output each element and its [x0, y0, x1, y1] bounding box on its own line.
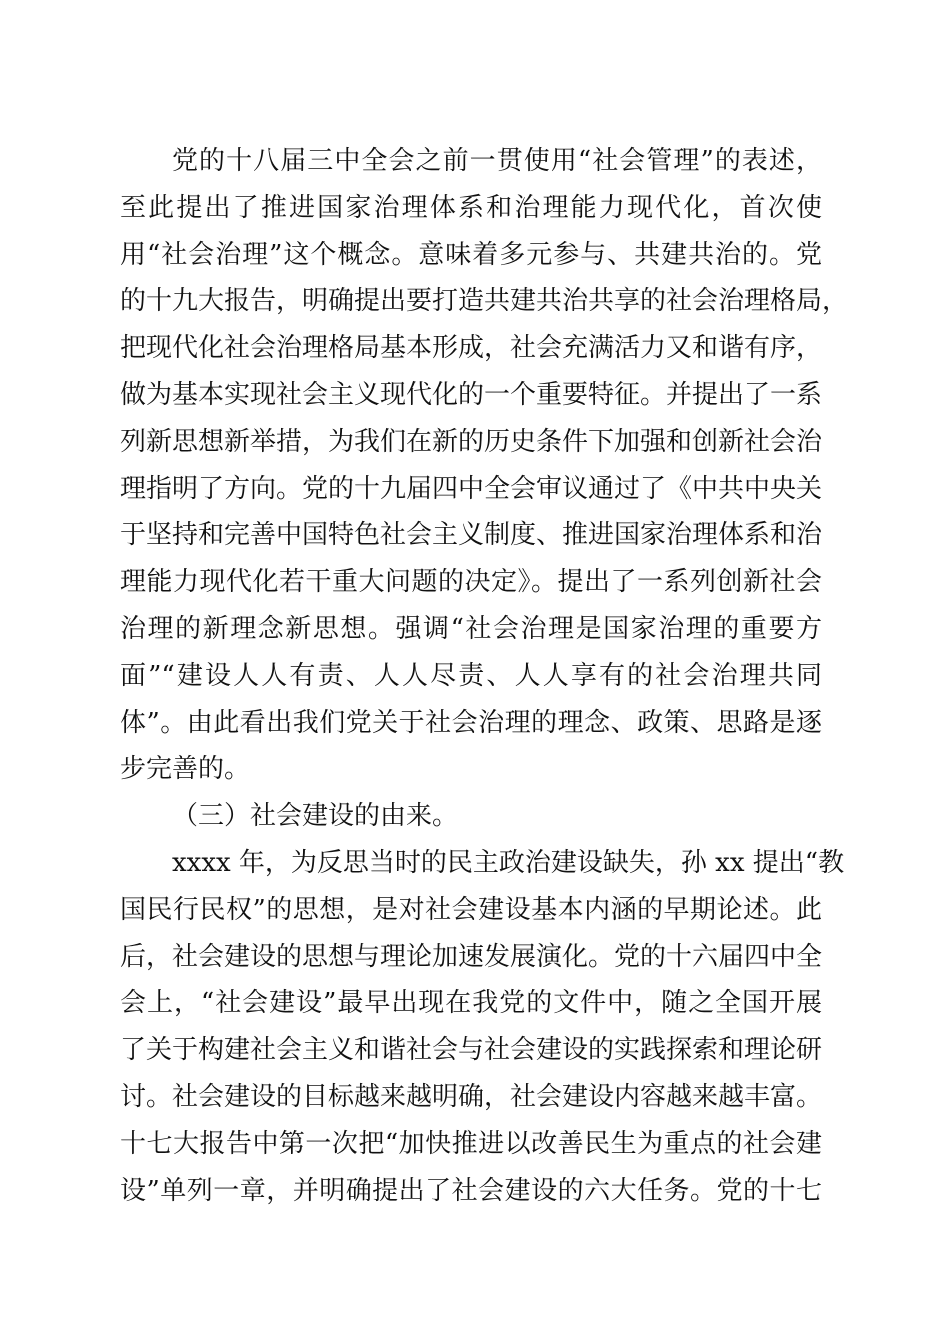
text-line: 把现代化社会治理格局基本形成，社会充满活力又和谐有序，: [120, 333, 823, 364]
text-line: 列新思想新举措，为我们在新的历史条件下加强和创新社会治: [120, 426, 823, 457]
text-line: 体”。由此看出我们党关于社会治理的理念、政策、思路是逐: [120, 707, 822, 738]
text-line: 用“社会治理”这个概念。意味着多元参与、共建共治的。党: [120, 239, 822, 270]
text-line: 会上，“社会建设”最早出现在我党的文件中，随之全国开展: [120, 988, 822, 1019]
section-heading: （三）社会建设的由来。: [172, 801, 459, 832]
text-line: 国民行民权”的思想，是对社会建设基本内涵的早期论述。此: [120, 894, 822, 925]
text-line: 讨。社会建设的目标越来越明确，社会建设内容越来越丰富。: [120, 1081, 823, 1112]
text-line: 党的十八届三中全会之前一贯使用“社会管理”的表述，: [172, 146, 822, 176]
paragraph-social-governance: [120, 138, 849, 793]
text-line: 理能力现代化若干重大问题的决定》。提出了一系列创新社会: [120, 567, 822, 598]
text-line: 后，社会建设的思想与理论加速发展演化。党的十六届四中全: [120, 941, 823, 972]
text-line: 做为基本实现社会主义现代化的一个重要特征。并提出了一系: [120, 379, 823, 410]
text-line: 面”“建设人人有责、人人尽责、人人享有的社会治理共同: [120, 660, 822, 691]
text-line: 理指明了方向。党的十九届四中全会审议通过了《中共中央关: [120, 473, 823, 504]
text-line: 了关于构建社会主义和谐社会与社会建设的实践探索和理论研: [120, 1035, 823, 1066]
text-line: 步完善的。: [120, 754, 251, 785]
text-line: 于坚持和完善中国特色社会主义制度、推进国家治理体系和治: [120, 520, 823, 551]
text-line: 十七大报告中第一次把“加快推进以改善民生为重点的社会建: [120, 1128, 822, 1159]
paragraph-social-construction: [120, 840, 845, 1214]
text-line: xxxx 年，为反思当时的民主政治建设缺失，孙 xx 提出“教: [172, 847, 845, 878]
text-line: 至此提出了推进国家治理体系和治理能力现代化，首次使: [120, 192, 822, 223]
text-line: 设”单列一章，并明确提出了社会建设的六大任务。党的十七: [120, 1175, 822, 1206]
text-line: 治理的新理念新思想。强调“社会治理是国家治理的重要方: [120, 613, 822, 644]
text-line: 的十九大报告，明确提出要打造共建共治共享的社会治理格局，: [120, 286, 849, 317]
document-page: [120, 138, 849, 1214]
